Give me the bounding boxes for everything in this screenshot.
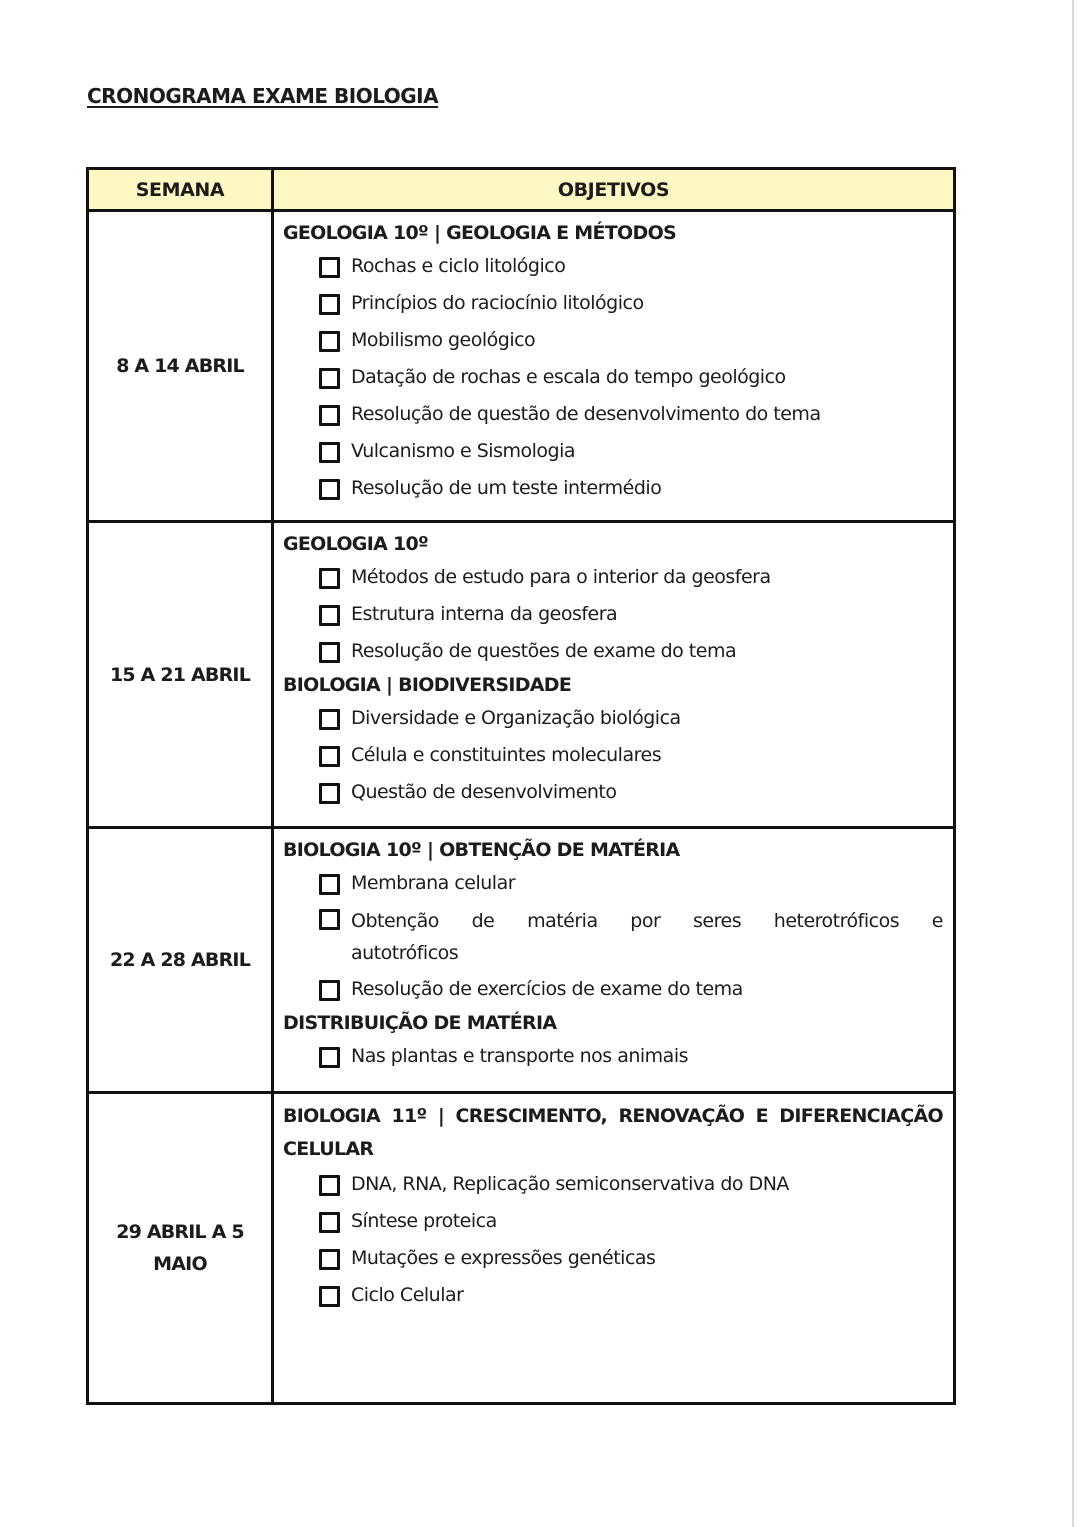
checkbox-icon[interactable]	[319, 605, 340, 626]
item-label: Resolução de questão de desenvolvimento do tema	[351, 403, 821, 425]
week-cell: 15 A 21 ABRIL	[88, 522, 273, 828]
item-label: Resolução de exercícios de exame do tema	[351, 978, 743, 1000]
item-label: Membrana celular	[351, 872, 516, 894]
checkbox-icon[interactable]	[319, 1175, 340, 1196]
checklist-item[interactable]	[283, 285, 943, 322]
checkbox-icon[interactable]	[319, 1286, 340, 1307]
checkbox-icon[interactable]	[319, 746, 340, 767]
section-heading: BIOLOGIA 11º | CRESCIMENTO, RENOVAÇÃO E DIFERENCIAÇÃO CELULAR	[283, 1105, 943, 1160]
checkbox-icon[interactable]	[319, 642, 340, 663]
checklist-item[interactable]	[283, 596, 943, 633]
item-label: Diversidade e Organização biológica	[351, 707, 681, 729]
checklist-item[interactable]	[283, 359, 943, 396]
checkbox-icon[interactable]	[319, 909, 340, 930]
section-heading: BIOLOGIA 10º | OBTENÇÃO DE MATÉRIA	[283, 839, 680, 861]
checkbox-icon[interactable]	[319, 568, 340, 589]
checklist-item[interactable]	[283, 322, 943, 359]
checkbox-icon[interactable]	[319, 1047, 340, 1068]
item-label: Nas plantas e transporte nos animais	[351, 1045, 688, 1067]
checklist-item[interactable]	[283, 633, 943, 670]
section-heading: DISTRIBUIÇÃO DE MATÉRIA	[283, 1012, 557, 1034]
checklist-item[interactable]	[283, 1203, 943, 1240]
item-label: Rochas e ciclo litológico	[351, 255, 566, 277]
checkbox-icon[interactable]	[319, 257, 340, 278]
checkbox-icon[interactable]	[319, 331, 340, 352]
item-label: Mobilismo geológico	[351, 329, 536, 351]
item-label: DNA, RNA, Replicação semiconservativa do DNA	[351, 1173, 789, 1195]
checkbox-icon[interactable]	[319, 294, 340, 315]
checklist-item[interactable]	[283, 865, 943, 902]
week-cell: 29 ABRIL A 5 MAIO	[88, 1093, 273, 1404]
checkbox-icon[interactable]	[319, 368, 340, 389]
week-cell: 8 A 14 ABRIL	[88, 211, 273, 522]
item-label: Vulcanismo e Sismologia	[351, 440, 575, 462]
schedule-table	[86, 167, 956, 1405]
item-label: Datação de rochas e escala do tempo geológico	[351, 366, 786, 388]
checklist-item[interactable]	[283, 902, 943, 971]
item-label: Síntese proteica	[351, 1210, 497, 1232]
item-label: Resolução de um teste intermédio	[351, 477, 662, 499]
page-edge	[1072, 0, 1074, 1527]
checkbox-icon[interactable]	[319, 405, 340, 426]
table-row	[88, 1093, 955, 1404]
objectives-cell	[273, 211, 955, 522]
checklist-item[interactable]	[283, 1038, 943, 1075]
objectives-cell	[273, 1093, 955, 1404]
checkbox-icon[interactable]	[319, 1212, 340, 1233]
checklist-item[interactable]	[283, 1240, 943, 1277]
checkbox-icon[interactable]	[319, 709, 340, 730]
checklist-item[interactable]	[283, 470, 943, 507]
item-label: Mutações e expressões genéticas	[351, 1247, 656, 1269]
week-column-header: SEMANA	[88, 169, 273, 211]
checklist-item[interactable]	[283, 1277, 943, 1314]
table-row	[88, 211, 955, 522]
item-label: Princípios do raciocínio litológico	[351, 292, 644, 314]
table-row	[88, 522, 955, 828]
item-label: Célula e constituintes moleculares	[351, 744, 662, 766]
checkbox-icon[interactable]	[319, 442, 340, 463]
checklist-item[interactable]	[283, 737, 943, 774]
item-label: Obtenção de matéria por seres heterotróficos e autotróficos	[351, 910, 943, 964]
checklist-item[interactable]	[283, 1166, 943, 1203]
checkbox-icon[interactable]	[319, 1249, 340, 1270]
checkbox-icon[interactable]	[319, 874, 340, 895]
checkbox-icon[interactable]	[319, 479, 340, 500]
item-label: Ciclo Celular	[351, 1284, 464, 1306]
section-heading: GEOLOGIA 10º | GEOLOGIA E MÉTODOS	[283, 222, 677, 244]
checklist-item[interactable]	[283, 559, 943, 596]
header-row	[88, 169, 955, 211]
checkbox-icon[interactable]	[319, 783, 340, 804]
checklist-item[interactable]	[283, 433, 943, 470]
item-label: Métodos de estudo para o interior da geosfera	[351, 566, 771, 588]
section-heading: BIOLOGIA | BIODIVERSIDADE	[283, 674, 572, 696]
checklist-item[interactable]	[283, 774, 943, 811]
section-heading: GEOLOGIA 10º	[283, 533, 429, 555]
table-row	[88, 828, 955, 1093]
checkbox-icon[interactable]	[319, 980, 340, 1001]
objectives-cell	[273, 828, 955, 1093]
checklist-item[interactable]	[283, 971, 943, 1008]
checklist-item[interactable]	[283, 396, 943, 433]
item-label: Questão de desenvolvimento	[351, 781, 617, 803]
checklist-item[interactable]	[283, 700, 943, 737]
document-title: CRONOGRAMA EXAME BIOLOGIA	[87, 84, 439, 108]
item-label: Resolução de questões de exame do tema	[351, 640, 737, 662]
checklist-item[interactable]	[283, 248, 943, 285]
item-label: Estrutura interna da geosfera	[351, 603, 618, 625]
objectives-cell	[273, 522, 955, 828]
week-cell: 22 A 28 ABRIL	[88, 828, 273, 1093]
objectives-column-header: OBJETIVOS	[273, 169, 955, 211]
